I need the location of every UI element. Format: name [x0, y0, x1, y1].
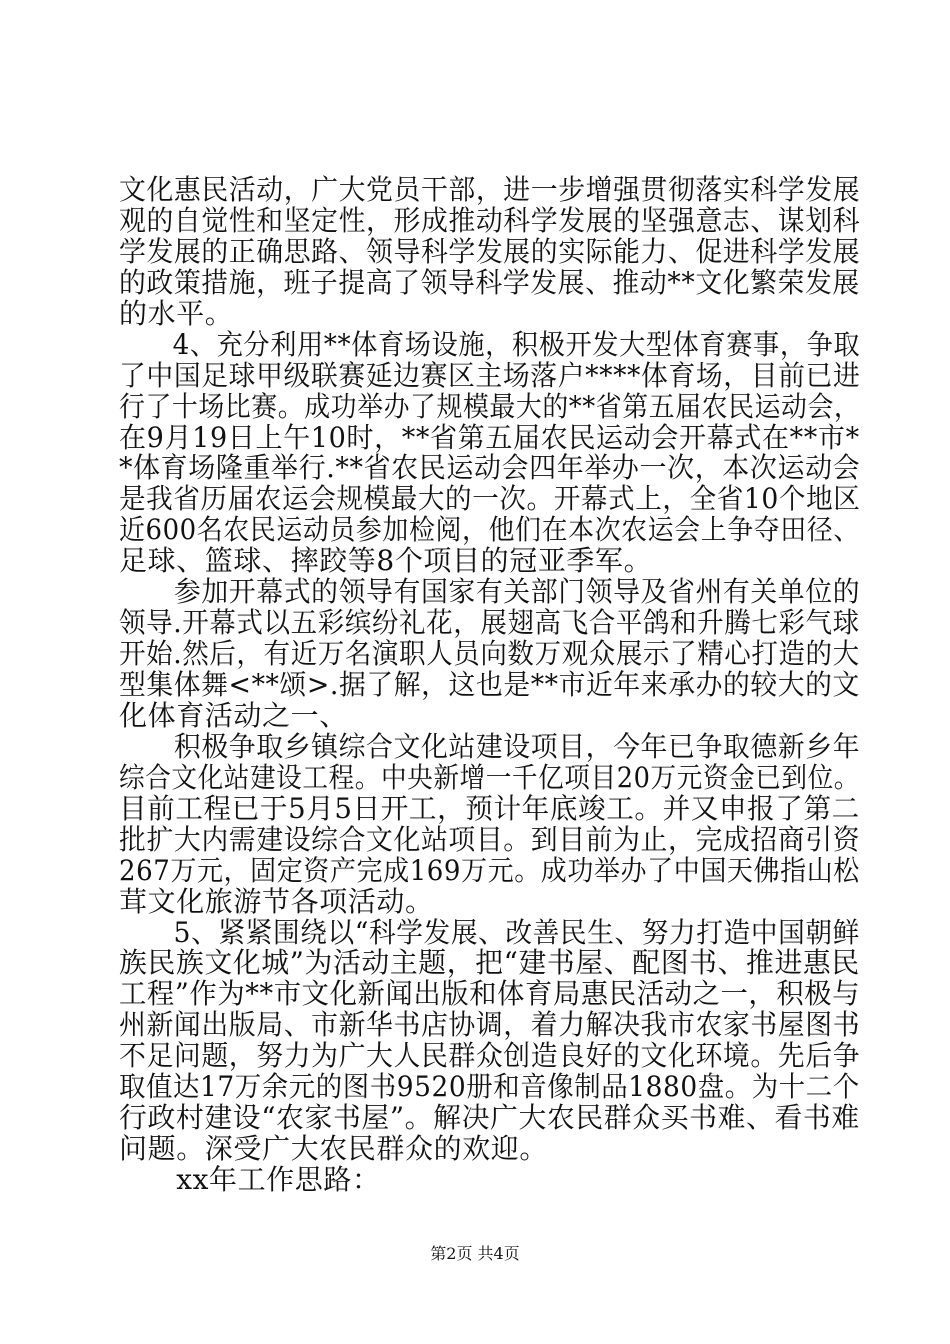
body-line: 工程”作为**市文化新闻出版和体育局惠民活动之一，积极与: [119, 977, 861, 1010]
body-line: 取值达17万余元的图书9520册和音像制品1880盘。为十二个: [119, 1070, 860, 1103]
body-line: 批扩大内需建设综合文化站项目。到目前为止，完成招商引资: [119, 823, 861, 856]
body-line: 行政村建设“农家书屋”。解决广大农民群众买书难、看书难: [119, 1101, 860, 1134]
body-line: 领导.开幕式以五彩缤纷礼花，展翅高飞合平鸽和升腾七彩气球: [119, 606, 860, 639]
body-line: 不足问题，努力为广大人民群众创造良好的文化环境。先后争: [119, 1039, 861, 1072]
body-line: 化体育活动之一、: [119, 699, 348, 732]
body-line: 的水平。: [119, 297, 234, 330]
body-line: 在9月19日上午10时，**省第五届农民运动会开幕式在**市*: [119, 421, 860, 454]
body-line: 了中国足球甲级联赛延边赛区主场落户****体育场，目前已进: [119, 359, 861, 392]
body-line: 5、紧紧围绕以“科学发展、改善民生、努力打造中国朝鲜: [119, 916, 860, 949]
body-line: 行了十场比赛。成功举办了规模最大的**省第五届农民运动会，: [119, 390, 861, 423]
body-line: 族民族文化城”为活动主题，把“建书屋、配图书、推进惠民: [119, 946, 860, 979]
body-line: 学发展的正确思路、领导科学发展的实际能力、促进科学发展: [119, 235, 861, 268]
body-line: 近600名农民运动员参加检阅，他们在本次农运会上争夺田径、: [119, 513, 860, 546]
body-line: 267万元，固定资产完成169万元。成功举办了中国天佛指山松: [119, 854, 860, 887]
body-line: 型集体舞<**颂>.据了解，这也是**市近年来承办的较大的文: [119, 668, 860, 701]
body-line: 4、充分利用**体育场设施，积极开发大型体育赛事，争取: [119, 328, 861, 361]
body-line: 茸文化旅游节各项活动。: [119, 885, 434, 918]
body-line: 是我省历届农运会规模最大的一次。开幕式上，全省10个地区: [119, 482, 861, 515]
body-line: 积极争取乡镇综合文化站建设项目，今年已争取德新乡年: [119, 730, 861, 763]
body-line: 问题。深受广大农民群众的欢迎。: [119, 1132, 549, 1165]
body-line: 文化惠民活动，广大党员干部，进一步增强贯彻落实科学发展: [119, 173, 861, 206]
body-line: 综合文化站建设工程。中央新增一千亿项目20万元资金已到位。: [119, 761, 861, 794]
body-line: 开始.然后，有近万名演职人员向数万观众展示了精心打造的大: [119, 637, 860, 670]
body-line: 参加开幕式的领导有国家有关部门领导及省州有关单位的: [119, 575, 861, 608]
body-line: 的政策措施，班子提高了领导科学发展、推动**文化繁荣发展: [119, 266, 860, 299]
body-line: 观的自觉性和坚定性，形成推动科学发展的坚强意志、谋划科: [119, 204, 861, 237]
body-line: 足球、篮球、摔跤等8个项目的冠亚季军。: [119, 544, 653, 577]
body-line: 目前工程已于5月5日开工，预计年底竣工。并又申报了第二: [119, 792, 860, 825]
body-line: *体育场隆重举行.**省农民运动会四年举办一次，本次运动会: [119, 451, 861, 484]
body-line: xx年工作思路：: [119, 1163, 381, 1196]
page-footer: 第2页 共4页: [430, 1244, 520, 1263]
body-line: 州新闻出版局、市新华书店协调，着力解决我市农家书屋图书: [119, 1008, 861, 1041]
